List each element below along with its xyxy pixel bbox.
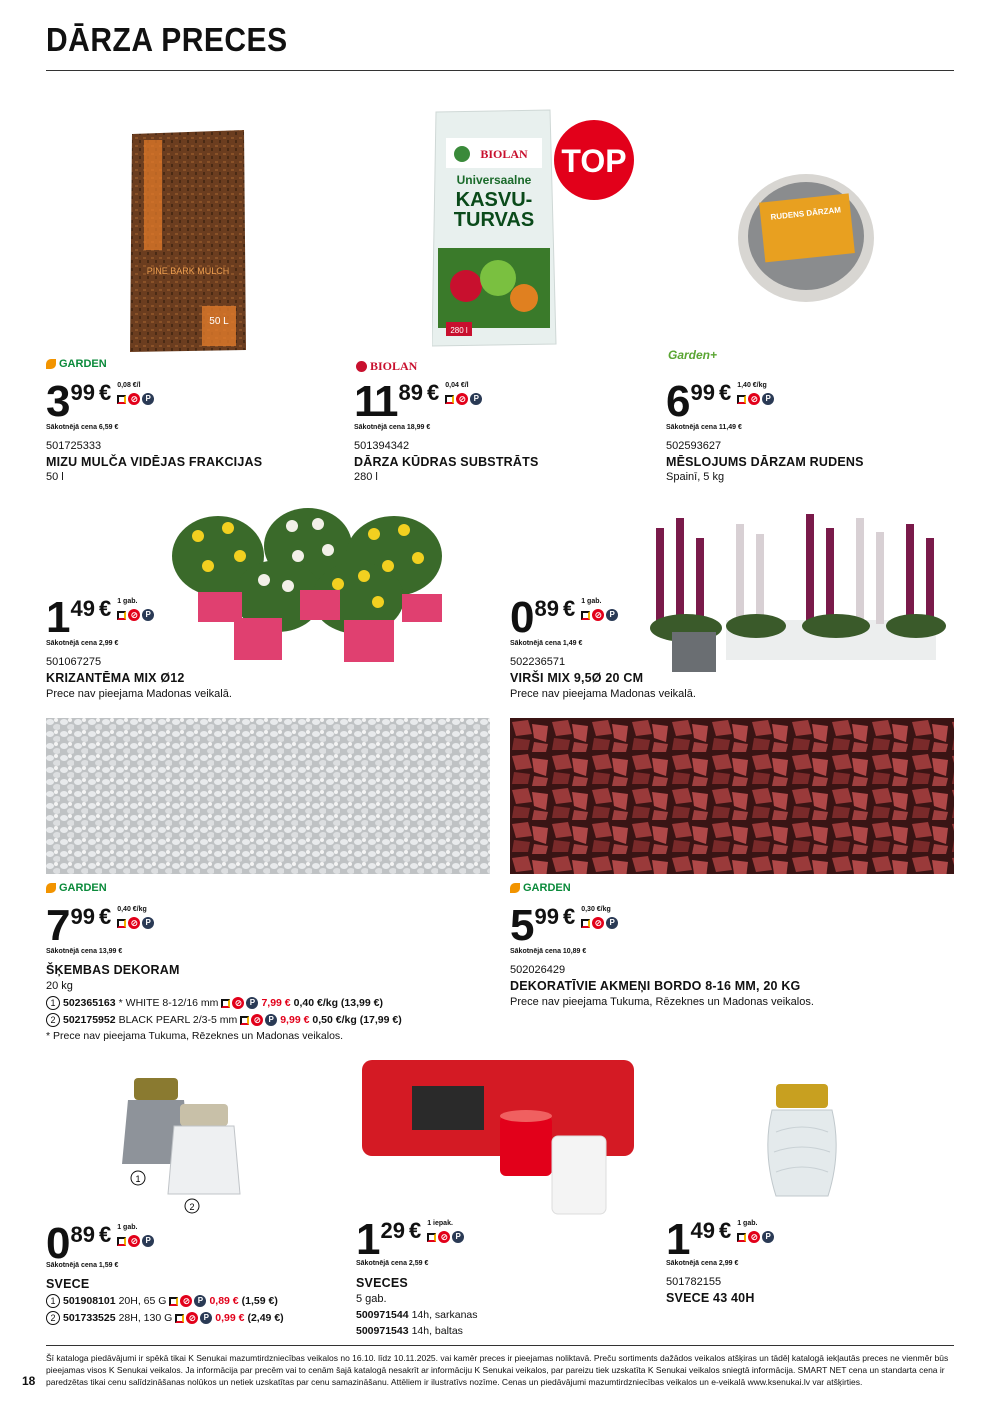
original-price: Sākotnējā cena 10,89 € <box>510 948 587 955</box>
parking-icon: P <box>762 1231 774 1243</box>
garden-center-logo: GARDEN <box>46 358 107 370</box>
smart-net-icon <box>581 611 590 620</box>
original-price: Sākotnējā cena 2,99 € <box>666 1260 739 1267</box>
garden-plus-logo: Garden+ <box>668 348 718 362</box>
product-desc: Prece nav pieejama Madonas veikalā. <box>510 688 696 700</box>
grave-candles-image <box>122 1074 256 1216</box>
parking-icon: P <box>142 609 154 621</box>
candle-pack-image <box>358 1060 640 1218</box>
product-code: 502593627 <box>666 440 722 452</box>
fertilizer-bucket-image <box>736 172 876 304</box>
price-tag: 11 89 € 0,04 €/l ⊘ P <box>354 382 482 422</box>
product-code: 501782155 <box>666 1276 722 1288</box>
page-title: DĀRZA PRECES <box>46 22 288 59</box>
smart-net-icon <box>737 1233 746 1242</box>
garden-center-logo: GARDEN <box>46 882 107 894</box>
smart-net-icon <box>117 611 126 620</box>
biolan-logo: BIOLAN <box>356 359 417 374</box>
product-name: ŠĶEMBAS DEKORAM <box>46 963 180 977</box>
title-divider <box>46 70 954 71</box>
product-desc: Spainī, 5 kg <box>666 471 725 483</box>
biolan-bag-line3: TURVAS <box>453 209 535 231</box>
bordo-stones-image <box>510 718 954 874</box>
product-desc: Prece nav pieejama Madonas veikalā. <box>46 688 232 700</box>
product-code: 502236571 <box>510 656 566 668</box>
biolan-bag-image <box>432 108 636 348</box>
parking-icon: P <box>470 393 482 405</box>
product-desc: 280 l <box>354 471 378 483</box>
original-price: Sākotnējā cena 2,59 € <box>356 1260 429 1267</box>
parking-icon: P <box>142 917 154 929</box>
glass-candle-image <box>762 1082 842 1202</box>
product-desc: Prece nav pieejama Tukuma, Rēzeknes un Madonas veikalos. <box>510 996 814 1008</box>
mulch-bag-label: PINE BARK MULCH <box>146 266 230 276</box>
product-desc: 20 kg <box>46 980 73 992</box>
original-price: Sākotnējā cena 6,59 € <box>46 424 119 431</box>
product-name: VIRŠI MIX 9,5Ø 20 CM <box>510 671 644 685</box>
original-price: Sākotnējā cena 13,99 € <box>46 948 123 955</box>
variant-line: 1 501908101 20H, 65 G ⊘ P 0,89 € (1,59 €) <box>46 1294 278 1308</box>
variant-line: 500971544 14h, sarkanas <box>356 1309 478 1321</box>
no-discount-icon: ⊘ <box>592 917 604 929</box>
mulch-bag-size: 50 L <box>209 316 229 327</box>
no-discount-icon: ⊘ <box>456 393 468 405</box>
price-tag: 6 99 € 1,40 €/kg ⊘ P <box>666 382 774 422</box>
smart-net-icon <box>117 395 126 404</box>
no-discount-icon: ⊘ <box>748 1231 760 1243</box>
original-price: Sākotnējā cena 2,99 € <box>46 640 119 647</box>
price-tag: 3 99 € 0,08 €/l ⊘ P <box>46 382 154 422</box>
product-name: SVECES <box>356 1276 408 1290</box>
heather-image <box>646 508 954 690</box>
footer-divider <box>46 1345 954 1346</box>
white-gravel-image <box>46 718 490 874</box>
product-code: 501067275 <box>46 656 102 668</box>
garden-center-logo: GARDEN <box>510 882 571 894</box>
original-price: Sākotnējā cena 1,59 € <box>46 1262 119 1269</box>
variant-line: 500971543 14h, baltas <box>356 1325 463 1337</box>
price-tag: 0 89 € 1 gab. ⊘ P <box>46 1224 154 1264</box>
price-tag: 7 99 € 0,40 €/kg ⊘ P <box>46 906 154 946</box>
parking-icon: P <box>142 1235 154 1247</box>
product-name: DEKORATĪVIE AKMEŅI BORDO 8-16 MM, 20 KG <box>510 979 801 993</box>
product-code: 501725333 <box>46 440 102 452</box>
no-discount-icon: ⊘ <box>128 1235 140 1247</box>
no-discount-icon: ⊘ <box>592 609 604 621</box>
variant-marker-2: 2 <box>189 1202 195 1212</box>
product-name: KRIZANTĒMA MIX Ø12 <box>46 671 185 685</box>
price-tag: 1 29 € 1 iepak. ⊘ P <box>356 1220 464 1260</box>
biolan-bag-brand: BIOLAN <box>480 147 528 161</box>
top-badge: TOP <box>561 143 627 179</box>
variant-marker-1: 1 <box>135 1174 141 1184</box>
original-price: Sākotnējā cena 11,49 € <box>666 424 742 431</box>
parking-icon: P <box>606 917 618 929</box>
price-tag: 1 49 € 1 gab. ⊘ P <box>666 1220 774 1260</box>
biolan-bag-line2: KASVU- <box>455 189 533 211</box>
parking-icon: P <box>142 393 154 405</box>
original-price: Sākotnējā cena 18,99 € <box>354 424 431 431</box>
product-desc: 50 l <box>46 471 64 483</box>
parking-icon: P <box>606 609 618 621</box>
variant-line: 2 502175952 BLACK PEARL 2/3-5 mm ⊘ P 9,99 € 0,50 €/kg (17,99 €) <box>46 1013 402 1027</box>
biolan-bag-line1: Universaalne <box>456 173 532 187</box>
footer-disclaimer: Šī kataloga piedāvājumi ir spēkā tikai K Senukai mazumtirdzniecības veikalos no 16.10. līdz 10.11.2025. vai kamēr preces ir pieejamas noliktavā. Preču sortiments dažādos veikalos atšķiras un tādēļ katalogā iekļautās preces ne vienmēr būs pieejamas visos K Senukai veikalos. Ja informācija par precēm vai to cenām šajā katalogā nesakrīt ar informāciju K Senukai veikalos, par pareizu tiek uzskatīta K Senukai veikalos sniegtā informācija. SMART NET cena un standarta cena ir paredzētas tikai cenu salīdzināšanas nolūkos un netiek uzskatītas par cenu samazināšanu. Attēliem ir ilustratīvs nozīme. Cenas un piedāvājumi mazumtirdzniecības veikalos un e-veikalā www.ksenukai.lv var atšķirties. <box>46 1353 949 1387</box>
biolan-bag-size: 280 l <box>450 326 468 335</box>
product-name: MĒSLOJUMS DĀRZAM RUDENS <box>666 455 864 469</box>
no-discount-icon: ⊘ <box>748 393 760 405</box>
smart-net-icon <box>427 1233 436 1242</box>
mulch-bag-image <box>126 128 250 356</box>
smart-net-icon <box>581 919 590 928</box>
price-tag: 5 99 € 0,30 €/kg ⊘ P <box>510 906 618 946</box>
product-desc: 5 gab. <box>356 1293 387 1305</box>
price-tag: 0 89 € 1 gab. ⊘ P <box>510 598 618 638</box>
smart-net-icon <box>117 919 126 928</box>
page-number: 18 <box>22 1374 36 1388</box>
fertilizer-label: RUDENS DĀRZAM <box>770 205 842 222</box>
parking-icon: P <box>452 1231 464 1243</box>
product-code: 502026429 <box>510 964 566 976</box>
chrysanthemum-image <box>168 506 478 664</box>
product-name: SVECE <box>46 1277 90 1291</box>
availability-note: * Prece nav pieejama Tukuma, Rēzeknes un Madonas veikalos. <box>46 1030 344 1042</box>
no-discount-icon: ⊘ <box>438 1231 450 1243</box>
product-name: DĀRZA KŪDRAS SUBSTRĀTS <box>354 455 539 469</box>
variant-line: 2 501733525 28H, 130 G ⊘ P 0,99 € (2,49 €) <box>46 1311 284 1325</box>
product-name: MIZU MULČA VIDĒJAS FRAKCIJAS <box>46 455 263 469</box>
no-discount-icon: ⊘ <box>128 917 140 929</box>
product-name: SVECE 43 40H <box>666 1291 755 1305</box>
parking-icon: P <box>762 393 774 405</box>
no-discount-icon: ⊘ <box>128 609 140 621</box>
product-code: 501394342 <box>354 440 410 452</box>
price-tag: 1 49 € 1 gab. ⊘ P <box>46 598 154 638</box>
smart-net-icon <box>117 1237 126 1246</box>
smart-net-icon <box>737 395 746 404</box>
smart-net-icon <box>445 395 454 404</box>
variant-line: 1 502365163 * WHITE 8-12/16 mm ⊘ P 7,99 € 0,40 €/kg (13,99 €) <box>46 996 383 1010</box>
no-discount-icon: ⊘ <box>128 393 140 405</box>
original-price: Sākotnējā cena 1,49 € <box>510 640 583 647</box>
